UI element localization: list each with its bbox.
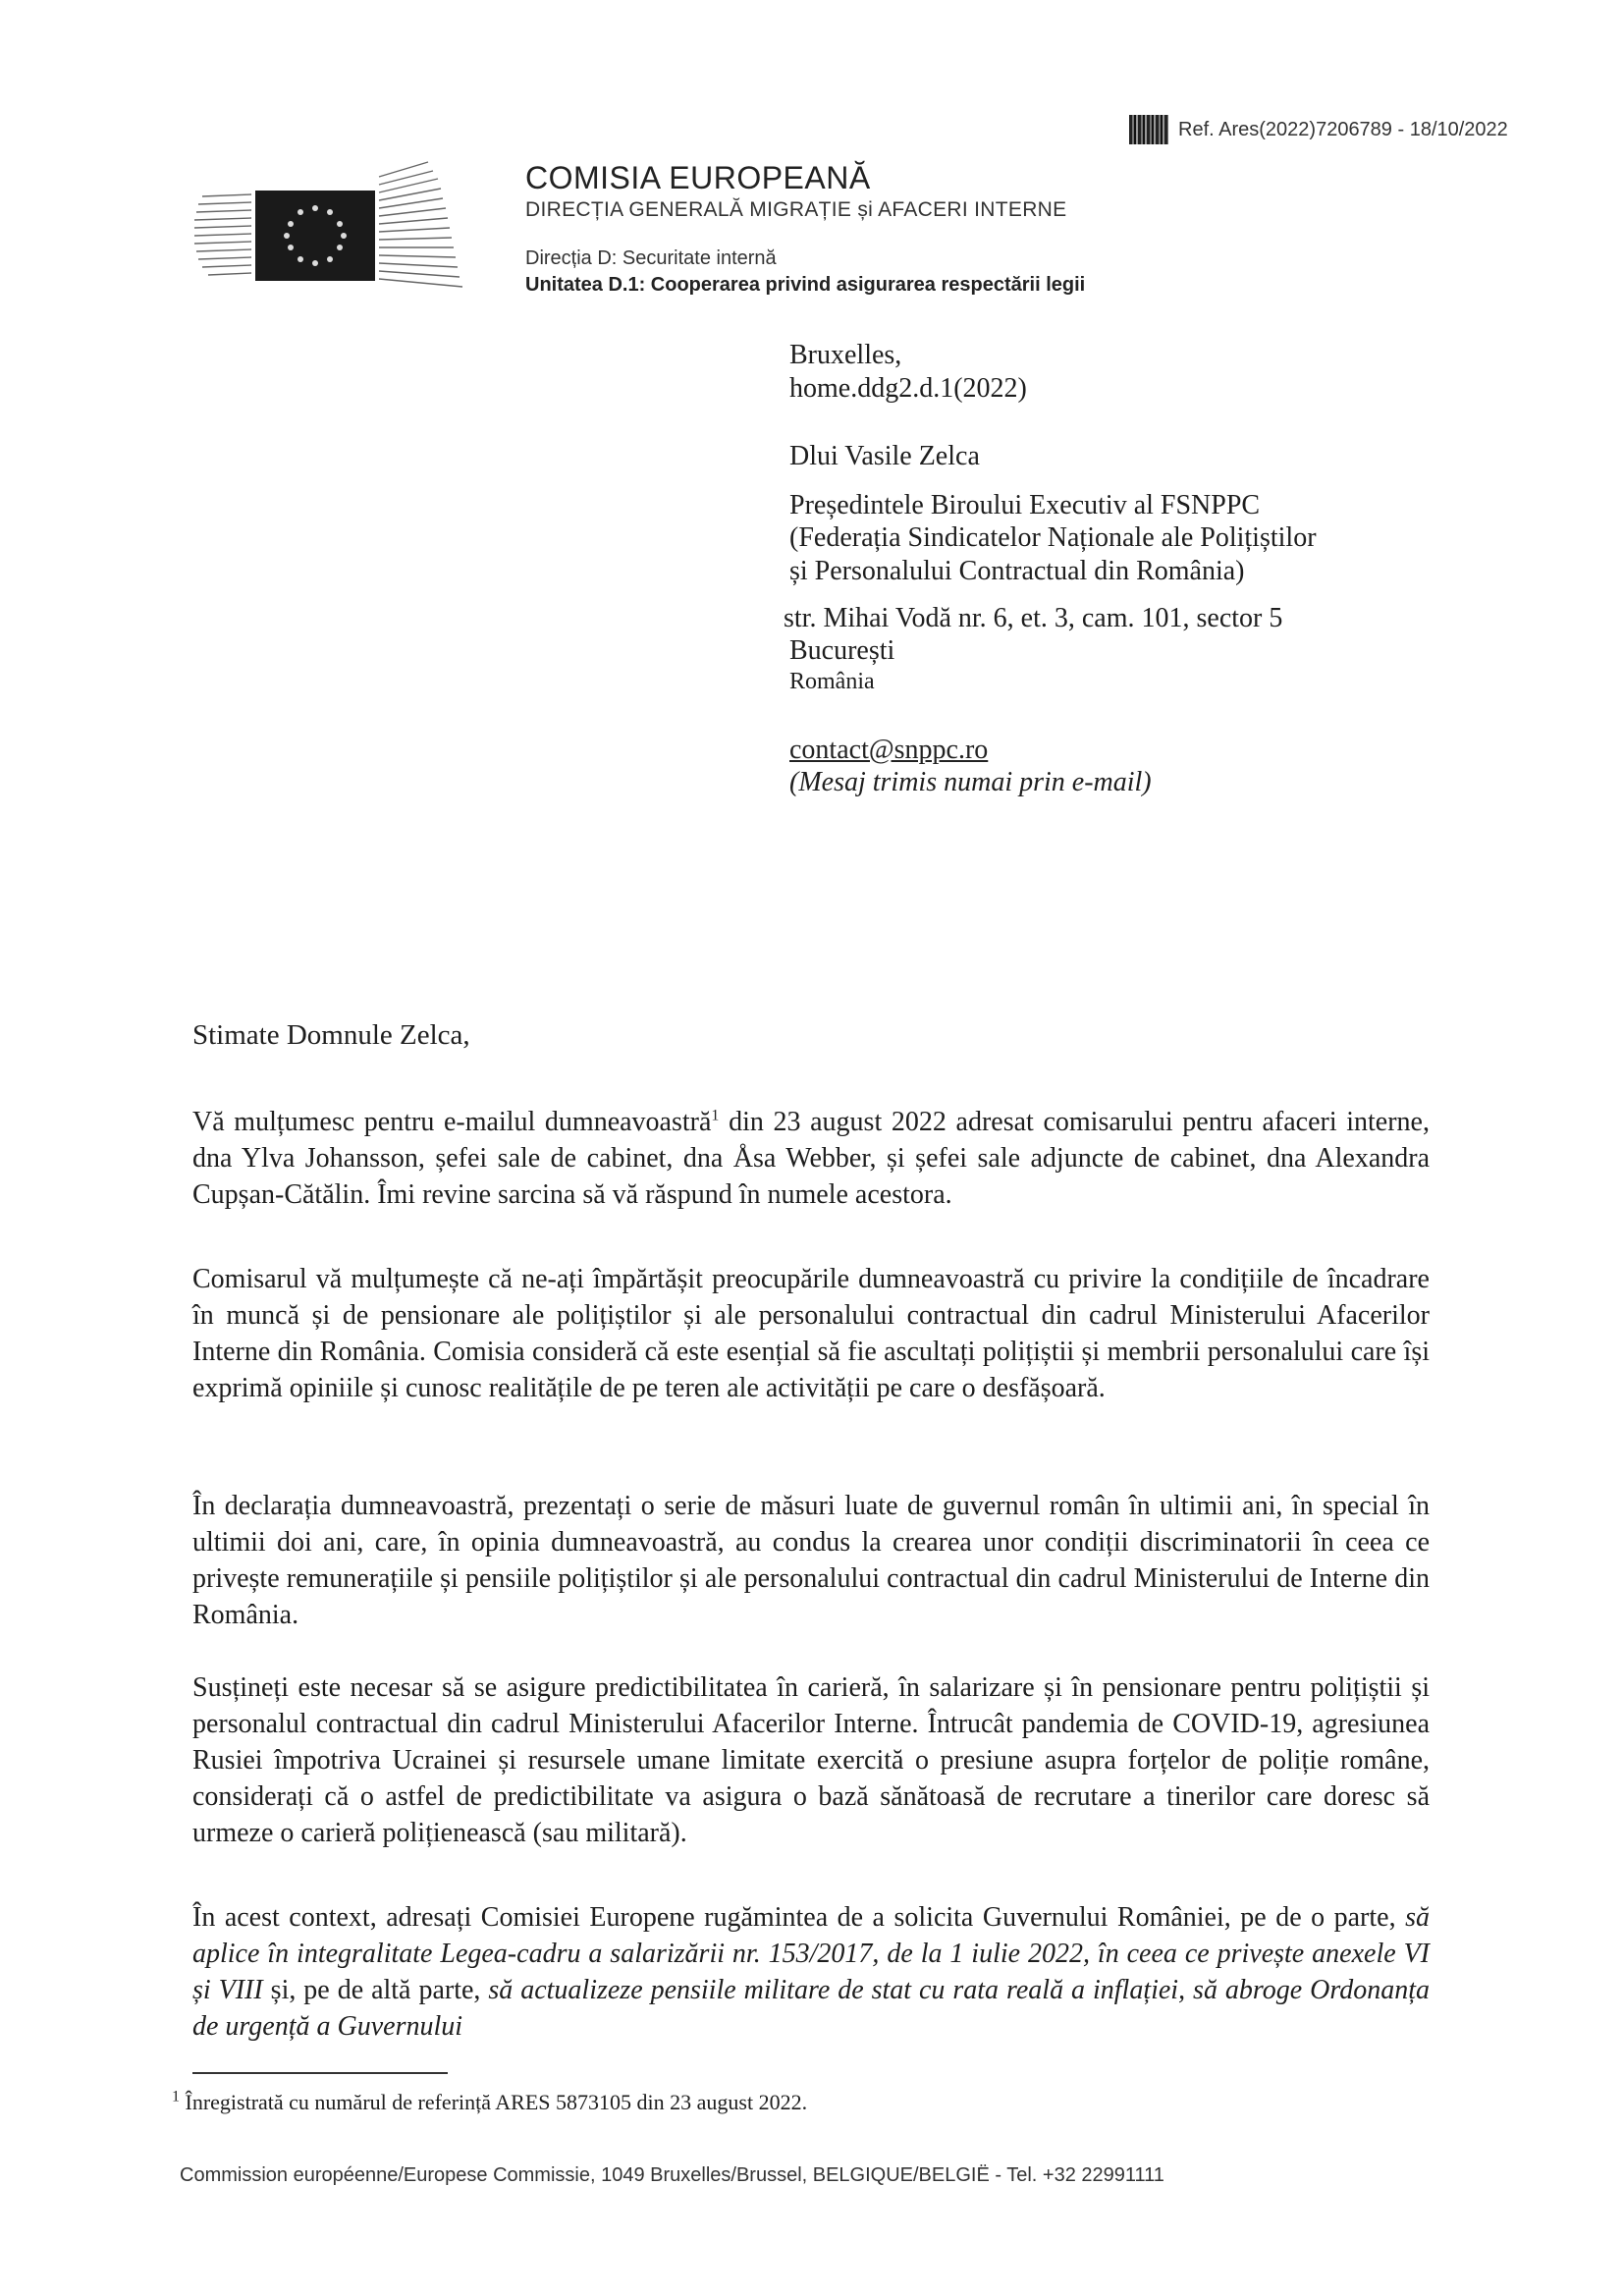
page-footer: Commission européenne/Europese Commissie, 1049 Bruxelles/Brussel, BELGIQUE/BELGIË - Tel. +32 22991111 [180,2164,1164,2186]
footnote-marker: 1 [711,1107,720,1124]
barcode-icon [1129,115,1168,144]
recipient-email-link[interactable]: contact@snppc.ro [789,734,989,765]
organization-name: COMISIA EUROPEANĂ [525,160,871,195]
paragraph-4 [192,1669,1430,1851]
directorate-general: DIRECȚIA GENERALĂ MIGRAȚIE și AFACERI INTERNE [525,198,1067,221]
paragraph-5 [192,1899,1430,2045]
paragraph-1 [192,1104,1430,1213]
document-reference [1129,115,1508,144]
paragraph-3-text: În declarația dumneavoastră, prezentați o serie de măsuri luate de guvernul român în ultimii ani, în special în ultimii doi ani, care, în opinia dumneavoastră, au condus la crearea unor condiții discriminatorii în ceea ce privește remunerațiile și pensiile polițiștilor și ale personalului contractual din cadrul Ministerului de Interne din România. [192,1491,1430,1630]
paragraph-4-text: Susțineți este necesar să se asigure predictibilitatea în carieră, în salarizare și în pensionare pentru polițiștii și personalul contractual din cadrul Ministerului Afacerilor Interne. Întrucât pandemia de COVID-19, agresiunea Rusiei împotriva Ucrainei și resursele umane limitate exercită o presiune asupra forțelor de poliție române, considerați că o astfel de predictibilitate va asigura o bază sănătoasă de recrutare a tinerilor care doresc să urmeze o carieră polițienească (sau militară). [192,1672,1430,1848]
recipient-name: Dlui Vasile Zelca [789,441,980,472]
city: București [789,635,895,667]
paragraph-5-text-a: În acest context, adresați Comisiei Europene rugămintea de a solicita Guvernului României, pe de o parte, [192,1902,1406,1933]
footnote-number: 1 [172,2088,180,2105]
recipient-title: Președintele Biroului Executiv al FSNPPC [789,489,1261,520]
address-block [784,339,1317,799]
paragraph-2-text: Comisarul vă mulțumește că ne-ați împărtășit preocupările dumneavoastră cu privire la condițiile de încadrare în muncă și de pensionare ale polițiștilor și ale personalului contractual din cadrul Ministerului Afacerilor Interne din România. Comisia consideră că este esențial să fie ascultați polițiștii și membrii personalului care își exprimă opiniile și cunosc realitățile de pe teren ale activității pe care o desfășoară. [192,1264,1430,1403]
recipient-org-line-2: și Personalului Contractual din România) [789,555,1245,586]
european-commission-logo [192,157,487,304]
footnote [172,2090,807,2115]
directorate: Direcția D: Securitate internă [525,247,777,269]
paragraph-1-text-a: Vă mulțumesc pentru e-mailul dumneavoastră [192,1107,712,1137]
paragraph-5-italic-a: să aplice în integralitate Legea-cadru a salarizării nr. 153/2017, de la 1 iulie 2022, în ceea ce privește anexele VI și VIII [192,1902,1430,2005]
place-line: Bruxelles, [789,340,902,370]
footnote-text: Înregistrată cu numărul de referință ARES 5873105 din 23 august 2022. [180,2090,808,2114]
ares-reference: Ref. Ares(2022)7206789 - 18/10/2022 [1178,118,1508,140]
unit: Unitatea D.1: Cooperarea privind asigurarea respectării legii [525,274,1086,296]
paragraph-1-text-b: din 23 august 2022 adresat comisarului pentru afaceri interne, dna Ylva Johansson, șefei sale de cabinet, dna Åsa Webber, și șefei sale adjuncte de cabinet, dna Alexandra Cupșan-Cătălin. Îmi revine sarcina să vă răspund în numele acestora. [192,1107,1430,1210]
delivery-note: (Mesaj trimis numai prin e-mail) [789,767,1152,798]
recipient-org-line-1: (Federația Sindicatelor Naționale ale Polițiștilor [789,522,1317,554]
letter-reference: home.ddg2.d.1(2022) [789,372,1027,404]
paragraph-5-italic-b: să actualizeze pensiile militare de stat cu rata reală a inflației, să abroge Ordonanța de urgență a Guvernului [192,1975,1430,2042]
paragraph-3 [192,1488,1430,1633]
footnote-divider [192,2072,448,2074]
street-address: str. Mihai Vodă nr. 6, et. 3, cam. 101, sector 5 [784,602,1283,633]
country: România [789,668,875,694]
paragraph-5-text-c: și, pe de altă parte, [262,1975,489,2005]
salutation: Stimate Domnule Zelca, [192,1019,470,1051]
paragraph-2 [192,1261,1430,1406]
issuing-organization [525,160,1085,297]
